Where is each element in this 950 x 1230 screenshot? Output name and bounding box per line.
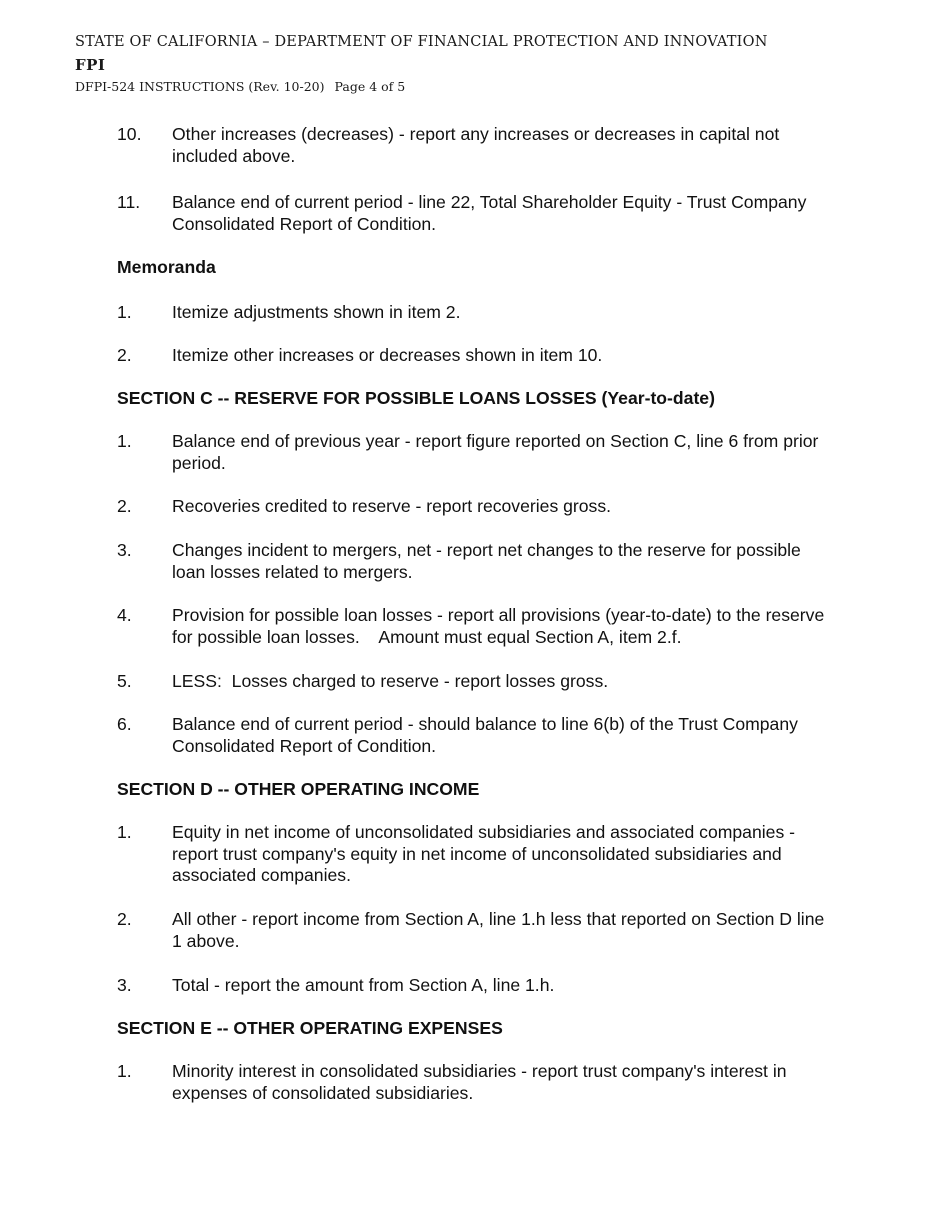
list-item <box>117 302 837 324</box>
item-text: Minority interest in consolidated subsidiaries - report trust company's interest in expenses of consolidated subsidiaries. <box>172 1061 787 1103</box>
list-item <box>117 671 837 693</box>
list-item <box>117 124 837 167</box>
page-number: Page 4 of 5 <box>334 79 406 94</box>
list-item <box>117 431 837 474</box>
item-number: 11. <box>117 192 141 212</box>
list-item <box>117 1061 837 1104</box>
list-item <box>117 496 837 518</box>
item-number: 1. <box>117 1061 132 1081</box>
item-number: 2. <box>117 496 132 516</box>
list-item <box>117 822 837 887</box>
item-number: 1. <box>117 822 132 842</box>
item-text: Changes incident to mergers, net - report net changes to the reserve for possible loan losses related to mergers. <box>172 540 801 582</box>
item-text: LESS: Losses charged to reserve - report losses gross. <box>172 671 609 691</box>
list-item <box>117 909 837 952</box>
list-item <box>117 605 837 648</box>
list-item <box>117 192 837 235</box>
item-text: Recoveries credited to reserve - report recoveries gross. <box>172 496 612 516</box>
item-number: 4. <box>117 605 132 625</box>
item-text: Equity in net income of unconsolidated subsidiaries and associated companies - report trust company's equity in net income of unconsolidated subsidiaries and associated companies. <box>172 822 795 885</box>
agency-subheader <box>75 56 105 74</box>
item-text: Itemize adjustments shown in item 2. <box>172 302 461 322</box>
item-text: Other increases (decreases) - report any increases or decreases in capital not included above. <box>172 124 780 166</box>
item-text: Itemize other increases or decreases shown in item 10. <box>172 345 603 365</box>
agency-header: STATE OF CALIFORNIA – DEPARTMENT OF FINANCIAL PROTECTION AND INNOVATION <box>75 34 768 50</box>
item-text: Total - report the amount from Section A, line 1.h. <box>172 975 555 995</box>
item-number: 3. <box>117 975 132 995</box>
item-number: 1. <box>117 302 132 322</box>
item-text: Balance end of current period - should balance to line 6(b) of the Trust Company Consolidated Report of Condition. <box>172 714 798 756</box>
form-id: DFPI-524 INSTRUCTIONS (Rev. 10-20) <box>75 79 325 94</box>
section-e-heading: SECTION E -- OTHER OPERATING EXPENSES <box>117 1018 503 1038</box>
section-d-heading: SECTION D -- OTHER OPERATING INCOME <box>117 779 480 799</box>
agency-subheader-bold: FPI <box>75 56 106 74</box>
item-text: Provision for possible loan losses - report all provisions (year-to-date) to the reserve for possible loan losses. Amount must equal Section A, item 2.f. <box>172 605 830 647</box>
item-number: 1. <box>117 431 132 451</box>
list-item <box>117 345 837 367</box>
form-header <box>75 79 405 94</box>
item-number: 5. <box>117 671 132 691</box>
item-text: All other - report income from Section A, line 1.h less that reported on Section D line 1 above. <box>172 909 825 951</box>
list-item <box>117 540 837 583</box>
item-number: 10. <box>117 124 142 144</box>
item-text: Balance end of previous year - report figure reported on Section C, line 6 from prior period. <box>172 431 819 473</box>
item-text: Balance end of current period - line 22, Total Shareholder Equity - Trust Company Consolidated Report of Condition. <box>172 192 807 234</box>
item-number: 2. <box>117 909 132 929</box>
item-number: 3. <box>117 540 132 560</box>
item-number: 2. <box>117 345 132 365</box>
list-item <box>117 714 837 757</box>
memoranda-heading: Memoranda <box>117 257 216 277</box>
item-number: 6. <box>117 714 132 734</box>
list-item <box>117 975 837 997</box>
section-c-heading: SECTION C -- RESERVE FOR POSSIBLE LOANS LOSSES (Year-to-date) <box>117 388 715 408</box>
